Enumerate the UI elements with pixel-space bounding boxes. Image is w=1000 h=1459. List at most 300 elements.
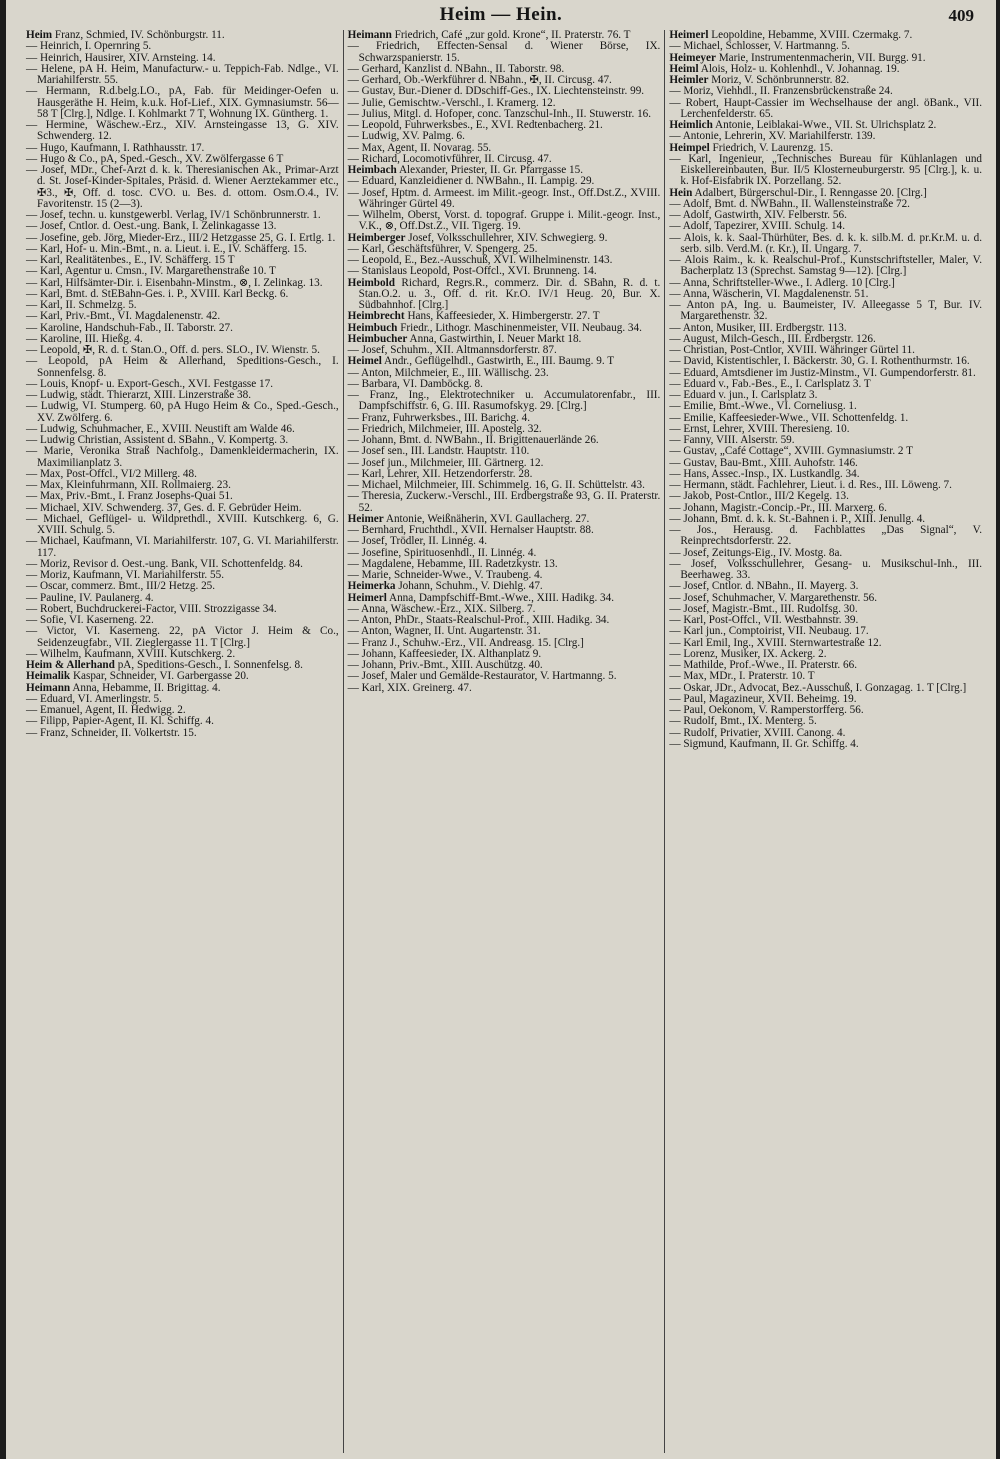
entry-surname: — [669, 614, 681, 626]
entry-details: August, Milch-Gesch., III. Erdbergstr. 126. [680, 332, 876, 345]
entry-details: Karl, Hilfsämter-Dir. i. Eisenbahn-Minstm., ⊗, I. Zelinkag. 13. [37, 276, 323, 289]
directory-entry [26, 446, 339, 469]
entry-details: Johann, Kaffeesieder, IX. Althanplatz 9. [358, 647, 542, 660]
entry-surname: — [669, 726, 681, 739]
entry-details: Josef, Zeitungs-Eig., IV. Mostg. 8a. [680, 546, 843, 559]
entry-surname: — [669, 625, 681, 638]
entry-details: Louis, Knopf- u. Export-Gesch., XVI. Festgasse 17. [37, 377, 274, 390]
entry-surname: Heimel [347, 355, 382, 368]
directory-entry [26, 626, 339, 649]
entry-surname: Heimann [26, 681, 71, 694]
directory-entry [348, 41, 661, 64]
entry-details: Josef, techn. u. kunstgewerbl. Verlag, IV/1 Schönbrunnerstr. 1. [37, 209, 321, 221]
entry-surname: — [347, 389, 359, 401]
entry-details: Franz, Schneider, II. Volkertstr. 15. [37, 726, 197, 739]
entry-surname: — [347, 490, 359, 503]
entry-surname: — [669, 670, 681, 683]
entry-details: Theresia, Zuckerw.-Verschl., III. Erdbergstraße 93, G. II. Praterstr. 52. [358, 490, 661, 514]
entry-details: Rudolf, Bmt., IX. Menterg. 5. [680, 715, 817, 728]
entry-details: Josef, Volksschullehrer, XIV. Schwegierg. 9. [405, 231, 608, 244]
entry-surname: — [26, 377, 38, 390]
entry-surname: — [669, 704, 681, 716]
entry-surname: Heimerka [347, 580, 396, 593]
entry-details: Eduard, VI. Amerlingstr. 5. [37, 692, 162, 705]
entry-surname: Heimerl [347, 591, 387, 604]
entry-surname: — [26, 265, 38, 278]
entry-surname: — [347, 659, 359, 671]
entry-details: Franz, Fuhrwerksbes., III. Barichg. 4. [358, 411, 531, 424]
entry-surname: — [26, 726, 38, 739]
entry-surname: — [26, 704, 38, 716]
entry-details: Michael, Milchmeier, III. Schimmelg. 16, G. II. Schüttelstr. 43. [358, 479, 645, 491]
directory-entry [348, 390, 661, 413]
entry-surname: — [347, 265, 359, 278]
entry-details: Josef, Schuhm., XII. Altmannsdorferstr. 87. [358, 344, 557, 356]
entry-surname: — [26, 231, 38, 244]
entry-surname: — [26, 242, 38, 255]
entry-details: Ludwig, VI. Stumperg. 60, pA Hugo Heim & Co., Sped.-Gesch., XV. Zwölferg. 6. [37, 400, 339, 424]
entry-details: Moriz, V. Schönbrunnerstr. 82. [708, 74, 850, 86]
entry-surname: — [26, 467, 38, 480]
directory-entry [669, 233, 982, 256]
entry-details: Franz, Schmied, IV. Schönburgstr. 11. [52, 30, 225, 41]
column-1 [22, 30, 343, 1453]
entry-details: Anna, Gastwirthin, I. Neuer Markt 18. [407, 332, 582, 345]
page-header [6, 0, 996, 30]
entry-surname: — [669, 389, 681, 401]
entry-details: Johann, Priv.-Bmt., XIII. Auschützg. 40. [358, 659, 543, 671]
entry-details: Karl, Bmt. d. StEBahn-Ges. i. P., XVIII. Karl Beckg. 6. [37, 287, 289, 300]
entry-surname: — [26, 692, 38, 705]
entry-details: Wilhelm, Kaufmann, XVIII. Kutschkerg. 2. [37, 647, 236, 660]
entry-surname: — [26, 209, 38, 221]
entry-details: Eduard, Amtsdiener im Justiz-Minstm., VI. Gumpendorferstr. 81. [680, 366, 976, 379]
entry-details: Kaspar, Schneider, VI. Garbergasse 20. [70, 670, 249, 683]
entry-surname: — [669, 276, 681, 289]
entry-surname: — [347, 546, 359, 559]
entry-details: Josefine, geb. Jörg, Mieder-Erz., III/2 Hetzgasse 25, G. I. Ertlg. 1. [37, 231, 336, 244]
directory-page [6, 0, 996, 1459]
entry-details: Eduard, Kanzleidiener d. NWBahn., II. Lampig. 29. [358, 175, 595, 188]
entry-details: Karl, Hof- u. Min.-Bmt., n. a. Lieut. i. E., IV. Schäfferg. 15. [37, 242, 307, 255]
entry-surname: — [347, 467, 359, 480]
entry-details: Moriz, Kaufmann, VI. Mariahilferstr. 55. [37, 569, 225, 581]
entry-details: Karl, Priv.-Bmt., VI. Magdalenenstr. 42. [37, 310, 221, 323]
entry-surname: — [669, 377, 681, 390]
entry-details: Heinrich, I. Opernring 5. [37, 40, 152, 53]
entry-surname: — [26, 119, 38, 131]
entry-details: Anton pA, Ing. u. Baumeister, IV. Alleegasse 5 T, Bur. IV. Margarethenstr. 32. [680, 299, 983, 323]
entry-details: Josef, Magistr.-Bmt., III. Rudolfsg. 30. [680, 602, 858, 615]
entry-details: Friedrich, Effecten-Sensal d. Wiener Börse, IX. Schwarzspanierstr. 15. [358, 40, 661, 64]
entry-surname: — [347, 209, 359, 221]
entry-surname: — [26, 310, 38, 323]
page-number: 409 [948, 6, 974, 25]
entry-details: Karl, II. Schmelzg. 5. [37, 299, 137, 311]
entry-details: Julius, Mitgl. d. Hofoper, conc. Tanzschul-Inh., II. Stuwerstr. 16. [358, 107, 652, 120]
entry-surname: — [347, 141, 359, 154]
entry-details: Jos., Herausg. d. Fachblattes „Das Signal“, V. Reinprechtsdorferstr. 22. [680, 524, 983, 548]
entry-surname: Heiml [669, 62, 699, 75]
entry-surname: — [26, 287, 38, 300]
entry-details: Gustav, Bau-Bmt., XIII. Auhofstr. 146. [680, 456, 858, 469]
entry-surname: — [669, 715, 681, 728]
entry-details: Ludwig, XV. Palmg. 6. [358, 130, 465, 143]
entry-details: Josef jun., Milchmeier, III. Gärtnerg. 12. [358, 456, 544, 469]
entry-details: Hans, Assec.-Insp., IX. Lustkandlg. 34. [680, 467, 860, 480]
directory-entry [669, 739, 982, 750]
entry-surname: — [26, 276, 38, 289]
entry-surname: — [26, 569, 38, 581]
entry-details: Moriz, Revisor d. Oest.-ung. Bank, VII. Schottenfeldg. 84. [37, 557, 303, 570]
entry-details: Gerhard, Ob.-Werkführer d. NBahn., ✠, II. Circusg. 47. [358, 74, 612, 86]
entry-details: Anna, Wäschew.-Erz., XIX. Silberg. 7. [358, 602, 536, 615]
entry-surname: — [347, 681, 359, 694]
entry-surname: — [26, 164, 38, 176]
running-head: Heim — Hein. [439, 4, 563, 25]
directory-entry [348, 278, 661, 312]
entry-surname: Heim & Allerhand [26, 659, 115, 671]
entry-details: Josef, Hptm. d. Armeest. im Milit.-geogr. Inst., Off.Dst.Z., XVIII. Währinger Gürtel 49. [358, 186, 661, 210]
column-2 [343, 30, 665, 1453]
entry-details: Marie, Instrumentenmacherin, VII. Burgg. 91. [715, 51, 926, 64]
entry-surname: — [347, 602, 359, 615]
entry-details: Leopold, E., Bez.-Ausschuß, XVI. Wilhelminenstr. 143. [358, 254, 613, 266]
entry-surname: — [347, 636, 359, 649]
entry-details: Josef, Trödler, II. Linnég. 4. [358, 535, 488, 548]
entry-details: Adolf, Bmt. d. NWBahn., II. Wallensteinstraße 72. [680, 197, 910, 210]
entry-surname: — [347, 107, 359, 120]
entry-surname: — [347, 535, 359, 548]
entry-surname: — [26, 535, 38, 548]
entry-details: Sigmund, Kaufmann, II. Gr. Schiffg. 4. [680, 737, 859, 750]
entry-surname: — [669, 85, 681, 98]
entry-surname: — [26, 479, 38, 491]
directory-entry [26, 401, 339, 424]
entry-surname: — [26, 344, 38, 356]
entry-surname: — [669, 411, 681, 424]
entry-details: Max, MDr., I. Praterstr. 10. T [680, 670, 815, 683]
entry-details: Michael, Kaufmann, VI. Mariahilferstr. 107, G. VI. Mariahilferstr. 117. [37, 535, 339, 559]
entry-details: Rudolf, Privatier, XVIII. Canong. 4. [680, 726, 846, 739]
entry-surname: — [347, 557, 359, 570]
entry-surname: — [669, 557, 681, 570]
entry-details: Friedrich, Café „zur gold. Krone“, II. Praterstr. 76. T [391, 30, 631, 41]
entry-details: Friedr., Lithogr. Maschinenmeister, VII. Neubaug. 34. [397, 321, 642, 334]
entry-surname: — [347, 119, 359, 131]
entry-details: Emanuel, Agent, II. Hedwigg. 2. [37, 704, 186, 716]
entry-details: Anton, Wagner, II. Unt. Augartenstr. 31. [358, 625, 541, 638]
entry-surname: — [669, 479, 681, 491]
entry-details: Moriz, Viehhdl., II. Franzensbrückenstraße 24. [680, 85, 893, 98]
entry-details: pA, Speditions-Gesch., I. Sonnenfelsg. 8. [114, 659, 303, 671]
entry-surname: — [347, 456, 359, 469]
entry-details: Friedrich, Milchmeier, III. Apostelg. 32. [358, 422, 542, 435]
entry-details: Karl, XIX. Greinerg. 47. [358, 681, 472, 694]
entry-details: Ludwig, Schuhmacher, E., XVIII. Neustift am Walde 46. [37, 422, 295, 435]
entry-details: Alois, Holz- u. Kohlenhdl., V. Johannag. 19. [698, 62, 900, 75]
entry-details: Karl jun., Comptoirist, VII. Neubaug. 17. [680, 625, 869, 638]
entry-surname: — [669, 659, 681, 671]
entry-surname: — [669, 467, 681, 480]
entry-surname: — [26, 321, 38, 334]
entry-surname: — [669, 647, 681, 660]
entry-details: Paul, Magazineur, XVII. Beheimg. 19. [680, 692, 857, 705]
entry-surname: — [26, 591, 38, 604]
entry-details: Andr., Geflügelhdl., Gastwirth, E., III. Baumg. 9. T [381, 355, 615, 368]
entry-details: Leopold, Fuhrwerksbes., E., XVI. Redtenbacherg. 21. [358, 119, 603, 131]
entry-details: Alois Raim., k. k. Realschul-Prof., Kunstschriftsteller, Maler, V. Bacherplatz 13 (Sprechst. Samstag 9—12). [Clrg.] [680, 254, 983, 278]
entry-details: Karl, Realitätenbes., E., IV. Schäfferg. 15 T [37, 254, 235, 266]
entry-details: Richard, Locomotivführer, II. Circusg. 47. [358, 152, 552, 165]
directory-entry [348, 491, 661, 514]
entry-details: Helene, pA H. Heim, Manufacturw.- u. Teppich-Fab. Ndlge., VI. Mariahilferstr. 55. [37, 62, 339, 86]
column-3 [664, 30, 986, 1453]
entry-details: Leopold, pA Heim & Allerhand, Speditions-Gesch., I. Sonnenfelsg. 8. [37, 355, 339, 379]
entry-surname: Heimann [347, 30, 392, 41]
entry-surname: — [669, 512, 681, 525]
entry-details: Anton, Milchmeier, E., III. Wällischg. 23. [358, 366, 549, 379]
directory-columns [22, 30, 986, 1453]
entry-details: Robert, Haupt-Cassier im Wechselhause der angl. öBank., VII. Lerchenfelderstr. 65. [680, 96, 983, 120]
entry-details: Bernhard, Fruchthdl., XVII. Hernalser Hauptstr. 88. [358, 524, 594, 536]
entry-details: Johann, Magistr.-Concip.-Pr., III. Marxerg. 6. [680, 501, 887, 514]
entry-details: Hermann, R.d.belg.LO., pA, Fab. für Meidinger-Oefen u. Hausgeräthe H. Heim, k.u.k. Hof-Lief., XIX. Gymnasiumstr. 56—58 T [Clrg.], Ndlge. I. Kohlmarkt 7 T, Wohnung IX. Güntherg. 1. [37, 85, 339, 120]
entry-surname: — [26, 614, 38, 626]
entry-surname: — [26, 647, 38, 660]
entry-details: Fanny, VIII. Alserstr. 59. [680, 434, 795, 446]
entry-details: Ernst, Lehrer, XVIII. Theresieng. 10. [680, 422, 850, 435]
entry-surname: — [347, 152, 359, 165]
entry-surname: Heimlich [669, 119, 713, 131]
entry-surname: — [26, 602, 38, 615]
entry-details: Franz, Ing., Elektrotechniker u. Accumulatorenfabr., III. Dampfschiffstr. 6, G. III. Rasumofskyg. 29. [Clrg.] [358, 389, 661, 413]
entry-surname: — [26, 51, 38, 64]
entry-surname: — [347, 254, 359, 266]
entry-surname: — [26, 422, 38, 435]
entry-surname: — [26, 434, 38, 446]
entry-surname: — [669, 456, 681, 469]
entry-surname: — [669, 591, 681, 604]
entry-surname: — [26, 490, 38, 503]
entry-details: Johann, Schuhm., V. Diehlg. 47. [395, 580, 543, 593]
directory-entry [26, 356, 339, 379]
entry-surname: — [669, 400, 681, 413]
entry-surname: — [26, 625, 38, 638]
entry-details: Richard, Regrs.R., commerz. Dir. d. SBahn, R. d. t. Stan.O.2. u. 3., Off. d. rit. Kr.O. IV/1 Heug. 20, Bur. X. Südbahnhof. [Clrg.] [358, 276, 661, 311]
entry-details: Pauline, IV. Paulanerg. 4. [37, 591, 154, 604]
entry-surname: Heimer [347, 512, 384, 525]
entry-surname: — [26, 715, 38, 728]
entry-surname: Heimerl [669, 30, 709, 41]
entry-surname: — [347, 377, 359, 390]
directory-entry [26, 86, 339, 120]
entry-surname: — [669, 422, 681, 435]
entry-details: Leopoldine, Hebamme, XVIII. Czermakg. 7. [708, 30, 913, 41]
entry-surname: Heim [26, 30, 53, 41]
entry-details: Karoline, III. Hießg. 4. [37, 332, 143, 345]
entry-surname: — [669, 692, 681, 705]
entry-details: Michael, Schlosser, V. Hartmanng. 5. [680, 40, 850, 53]
entry-details: Michael, XIV. Schwenderg. 37, Ges. d. F. Gebrüder Heim. [37, 501, 302, 514]
entry-surname: — [347, 479, 359, 491]
entry-surname: — [669, 636, 681, 649]
entry-details: Josef, Cntlor. d. Oest.-ung. Bank, I. Zelinkagasse 13. [37, 220, 277, 233]
entry-surname: — [347, 647, 359, 660]
entry-details: Anton, PhDr., Staats-Realschul-Prof., XIII. Hadikg. 34. [358, 614, 610, 626]
directory-entry [669, 255, 982, 278]
entry-details: Josefine, Spirituosenhdl., II. Linnég. 4. [358, 546, 537, 559]
entry-details: Karl, Geschäftsführer, V. Spengerg. 25. [358, 242, 538, 255]
entry-details: Wilhelm, Oberst, Vorst. d. topograf. Gruppe i. Milit.-geogr. Inst., V.K., ⊗, Off.Dst.Z., VII. Tigerg. 19. [358, 209, 661, 233]
entry-details: Emilie, Kaffeesieder-Wwe., VII. Schottenfeldg. 1. [680, 411, 909, 424]
directory-entry [26, 728, 339, 739]
entry-surname: — [26, 332, 38, 345]
entry-surname: — [669, 40, 681, 53]
entry-details: Heinrich, Hausirer, XIV. Arnsteing. 14. [37, 51, 216, 64]
entry-surname: — [669, 580, 681, 593]
entry-details: Karl Emil, Ing., XVIII. Sternwartestraße 12. [680, 636, 882, 649]
directory-entry [26, 120, 339, 143]
entry-surname: — [669, 445, 681, 458]
entry-details: Julie, Gemischtw.-Verschl., I. Kramerg. 12. [358, 96, 556, 109]
entry-surname: — [347, 366, 359, 379]
entry-details: Antonie, Weißnäherin, XVI. Gaullacherg. 27. [383, 512, 590, 525]
entry-surname: — [669, 321, 681, 334]
entry-details: Oscar, commerz. Bmt., III/2 Hetzg. 25. [37, 580, 216, 593]
entry-surname: — [669, 602, 681, 615]
directory-entry [669, 300, 982, 323]
directory-entry [669, 98, 982, 121]
entry-details: Johann, Bmt. d. k. k. St.-Bahnen i. P., XIII. Jenullg. 4. [680, 512, 926, 525]
entry-surname: — [26, 62, 38, 75]
entry-surname: — [347, 186, 359, 199]
entry-details: Jakob, Post-Cntlor., III/2 Kegelg. 13. [680, 490, 849, 503]
entry-details: Marie, Veronika Straß Nachfolg., Damenkleidermacherin, IX. Maximilianplatz 3. [37, 445, 339, 469]
entry-details: Paul, Oekonom, V. Ramperstorfferg. 56. [680, 704, 864, 716]
entry-surname: — [669, 681, 681, 694]
entry-surname: — [347, 670, 359, 683]
entry-surname: — [347, 434, 359, 446]
entry-surname: — [347, 40, 359, 53]
entry-details: Oskar, JDr., Advocat, Bez.-Ausschuß, I. Gonzagag. 1. T [Clrg.] [680, 681, 967, 694]
entry-surname: Heimbach [347, 164, 397, 176]
entry-details: Anna, Hebamme, II. Brigittag. 4. [70, 681, 221, 694]
entry-details: Ludwig, städt. Thierarzt, XIII. Linzerstraße 38. [37, 389, 252, 401]
entry-surname: — [669, 299, 681, 311]
entry-surname: — [26, 557, 38, 570]
entry-surname: — [347, 175, 359, 188]
entry-details: Josef, Volksschullehrer, Gesang- u. Musikschul-Inh., III. Beerhaweg. 33. [680, 557, 983, 581]
entry-details: Mathilde, Prof.-Wwe., II. Praterstr. 66. [680, 659, 858, 671]
entry-surname: Heimler [669, 74, 709, 86]
entry-details: Hugo & Co., pA, Sped.-Gesch., XV. Zwölfergasse 6 T [37, 152, 284, 165]
entry-surname: — [669, 366, 681, 379]
entry-details: Victor, VI. Kaserneng. 22, pA Victor J. Heim & Co., Seidenzeugfabr., VII. Zieglergasse 11. T [Clrg.] [37, 625, 339, 649]
entry-details: Adalbert, Bürgerschul-Dir., I. Renngasse 20. [Clrg.] [692, 186, 927, 199]
entry-details: Hermann, städt. Fachlehrer, Lieut. i. d. Res., III. Löweng. 7. [680, 479, 952, 491]
entry-details: Max, Kleinfuhrmann, XII. Rollmaierg. 23. [37, 479, 231, 491]
entry-surname: — [669, 434, 681, 446]
entry-details: Filipp, Papier-Agent, II. Kl. Schiffg. 4. [37, 715, 214, 728]
entry-details: Josef, MDr., Chef-Arzt d. k. k. Theresianischen Ak., Primar-Arzt d. St. Josef-Kinder-Spitales, Präsid. d. Wiener Aerztekammer etc., ✠3., ✠, Off. d. tosc. CVO. u. Bes. d. ottom. Osm.O.4., IV. Favoritenstr. 15 (2—3). [37, 164, 339, 210]
entry-details: Anna, Dampfschiff-Bmt.-Wwe., XIII. Hadikg. 34. [386, 591, 615, 604]
entry-surname: — [669, 220, 681, 233]
entry-surname: — [347, 524, 359, 536]
entry-details: Josef, Cntlor. d. NBahn., II. Mayerg. 3. [680, 580, 859, 593]
entry-details: David, Kistentischler, I. Bäckerstr. 30, G. I. Rothenthurmstr. 16. [680, 355, 970, 368]
entry-details: Alois, k. k. Saal-Thürhüter, Bes. d. k. k. silb.M. d. pr.Kr.M. u. d. serb. silb. Verd.M. (r. Kr.), II. Ungarg. 7. [680, 231, 983, 255]
entry-details: Max, Priv.-Bmt., I. Franz Josephs-Quai 51. [37, 490, 233, 503]
directory-entry [669, 559, 982, 582]
entry-surname: — [347, 625, 359, 638]
entry-surname: — [26, 141, 38, 154]
entry-details: Adolf, Tapezirer, XVIII. Schulg. 14. [680, 220, 845, 233]
entry-surname: — [669, 332, 681, 345]
entry-details: Anna, Wäscherin, VI. Magdalenenstr. 51. [680, 287, 869, 300]
entry-surname: Heimberger [347, 231, 406, 244]
entry-details: Alexander, Priester, II. Gr. Pfarrgasse 15. [396, 164, 584, 176]
entry-details: Ludwig Christian, Assistent d. SBahn., V. Kompertg. 3. [37, 434, 289, 446]
entry-surname: — [26, 501, 38, 514]
entry-surname: — [26, 389, 38, 401]
entry-surname: — [669, 96, 681, 109]
entry-surname: — [669, 490, 681, 503]
entry-surname: — [26, 85, 38, 98]
entry-details: Hans, Kaffeesieder, X. Himbergerstr. 27. T [404, 310, 600, 323]
entry-surname: — [669, 231, 681, 244]
entry-surname: Heimpel [669, 141, 710, 154]
entry-surname: — [669, 546, 681, 559]
directory-entry [669, 154, 982, 188]
entry-details: Josef sen., III. Landstr. Hauptstr. 110. [358, 445, 530, 458]
entry-surname: — [26, 400, 38, 413]
entry-surname: — [347, 344, 359, 356]
entry-surname: — [669, 209, 681, 221]
entry-details: Johann, Bmt. d. NWBahn., II. Brigittenauerlände 26. [358, 434, 599, 446]
entry-details: Sofie, VI. Kaserneng. 22. [37, 614, 154, 626]
entry-surname: Hein [669, 186, 693, 199]
directory-entry [26, 64, 339, 87]
entry-details: Leopold, ✠, R. d. t. Stan.O., Off. d. pers. SLO., IV. Wienstr. 5. [37, 344, 320, 356]
entry-details: Karl, Post-Offcl., VII. Westbahnstr. 39. [680, 614, 859, 626]
entry-details: Adolf, Gastwirth, XIV. Felberstr. 56. [680, 209, 847, 221]
entry-surname: — [26, 299, 38, 311]
entry-surname: — [669, 355, 681, 368]
entry-details: Gerhard, Kanzlist d. NBahn., II. Taborstr. 98. [358, 62, 565, 75]
entry-details: Franz J., Schuhw.-Erz., VII. Andreasg. 15. [Clrg.] [358, 636, 584, 649]
entry-surname: — [347, 445, 359, 458]
entry-surname: — [669, 130, 681, 143]
entry-details: Friedrich, V. Laurenzg. 15. [709, 141, 833, 154]
entry-surname: — [26, 445, 38, 458]
directory-entry [348, 683, 661, 694]
entry-surname: — [669, 344, 681, 356]
entry-details: Anna, Schriftsteller-Wwe., I. Adlerg. 10 [Clrg.] [680, 276, 895, 289]
entry-details: Magdalene, Hebamme, III. Radetzkystr. 13. [358, 557, 558, 570]
entry-surname: — [347, 242, 359, 255]
entry-details: Hermine, Wäschew.-Erz., XIV. Arnsteingasse 13, G. XIV. Schwenderg. 12. [37, 119, 339, 143]
entry-surname: — [669, 524, 681, 536]
entry-surname: — [669, 197, 681, 210]
entry-details: Karoline, Handschuh-Fab., II. Taborstr. 27. [37, 321, 233, 334]
entry-surname: — [347, 411, 359, 424]
directory-entry [348, 210, 661, 233]
entry-details: Barbara, VI. Damböckg. 8. [358, 377, 483, 390]
entry-details: Josef, Maler und Gemälde-Restaurator, V. Hartmanng. 5. [358, 670, 617, 683]
entry-surname: Heimbold [347, 276, 395, 289]
entry-details: Karl, Agentur u. Cmsn., IV. Margarethenstraße 10. T [37, 265, 276, 278]
